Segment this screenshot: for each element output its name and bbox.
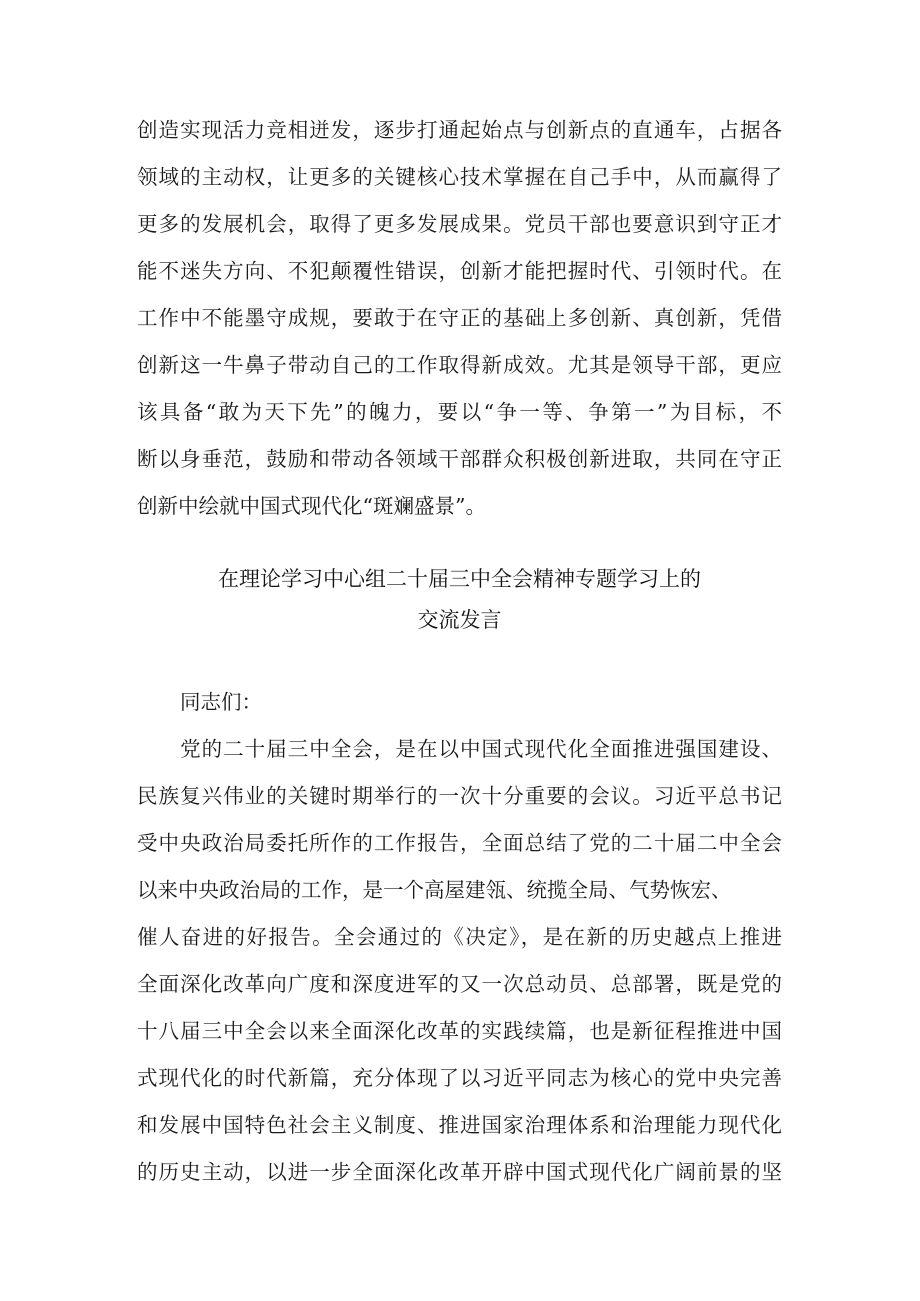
section2-line: 以来中央政治局的工作，是一个高屋建瓴、统揽全局、气势恢宏、 — [137, 878, 732, 902]
section2-line: 民族复兴伟业的关键时期举行的一次十分重要的会议。习近平总书记 — [137, 784, 782, 808]
section2-line: 式现代化的时代新篇，充分体现了以习近平同志为核心的党中央完善 — [137, 1066, 782, 1090]
section1-line: 该具备“敢为天下先”的魄力，要以“争一等、争第一”为目标，不 — [137, 400, 782, 424]
section1-line: 工作中不能墨守成规，要敢于在守正的基础上多创新、真创新，凭借 — [137, 306, 782, 330]
section2-line: 和发展中国特色社会主义制度、推进国家治理体系和治理能力现代化 — [137, 1113, 782, 1137]
section1-line: 更多的发展机会，取得了更多发展成果。党员干部也要意识到守正才 — [137, 212, 782, 236]
section1-line: 断以身垂范，鼓励和带动各领域干部群众积极创新进取，共同在守正 — [137, 447, 782, 471]
section2-line: 的历史主动，以进一步全面深化改革开辟中国式现代化广阔前景的坚 — [137, 1160, 782, 1184]
section2-line: 党的二十届三中全会，是在以中国式现代化全面推进强国建设、 — [137, 737, 782, 761]
section2-line: 催人奋进的好报告。全会通过的《决定》，是在新的历史越点上推进 — [137, 925, 782, 949]
section1-line: 创造实现活力竞相迸发，逐步打通起始点与创新点的直通车，占据各 — [137, 118, 782, 142]
section1-line: 创新中绘就中国式现代化“斑斓盛景”。 — [137, 494, 486, 518]
section2-line: 十八届三中全会以来全面深化改革的实践续篇，也是新征程推进中国 — [137, 1019, 782, 1043]
section2-line: 全面深化改革向广度和深度进军的又一次总动员、总部署，既是党的 — [137, 972, 782, 996]
section2-line: 受中央政治局委托所作的工作报告，全面总结了党的二十届二中全会 — [137, 831, 782, 855]
section1-line: 创新这一牛鼻子带动自己的工作取得新成效。尤其是领导干部，更应 — [137, 353, 782, 377]
salutation: 同志们： — [180, 690, 262, 714]
section1-line: 能不迷失方向、不犯颠覆性错误，创新才能把握时代、引领时代。在 — [137, 259, 782, 283]
page-title: 在理论学习中心组二十届三中全会精神专题学习上的 — [218, 567, 701, 591]
page-title-continued: 交流发言 — [417, 608, 502, 632]
section1-line: 领域的主动权，让更多的关键核心技术掌握在自己手中，从而赢得了 — [137, 165, 782, 189]
